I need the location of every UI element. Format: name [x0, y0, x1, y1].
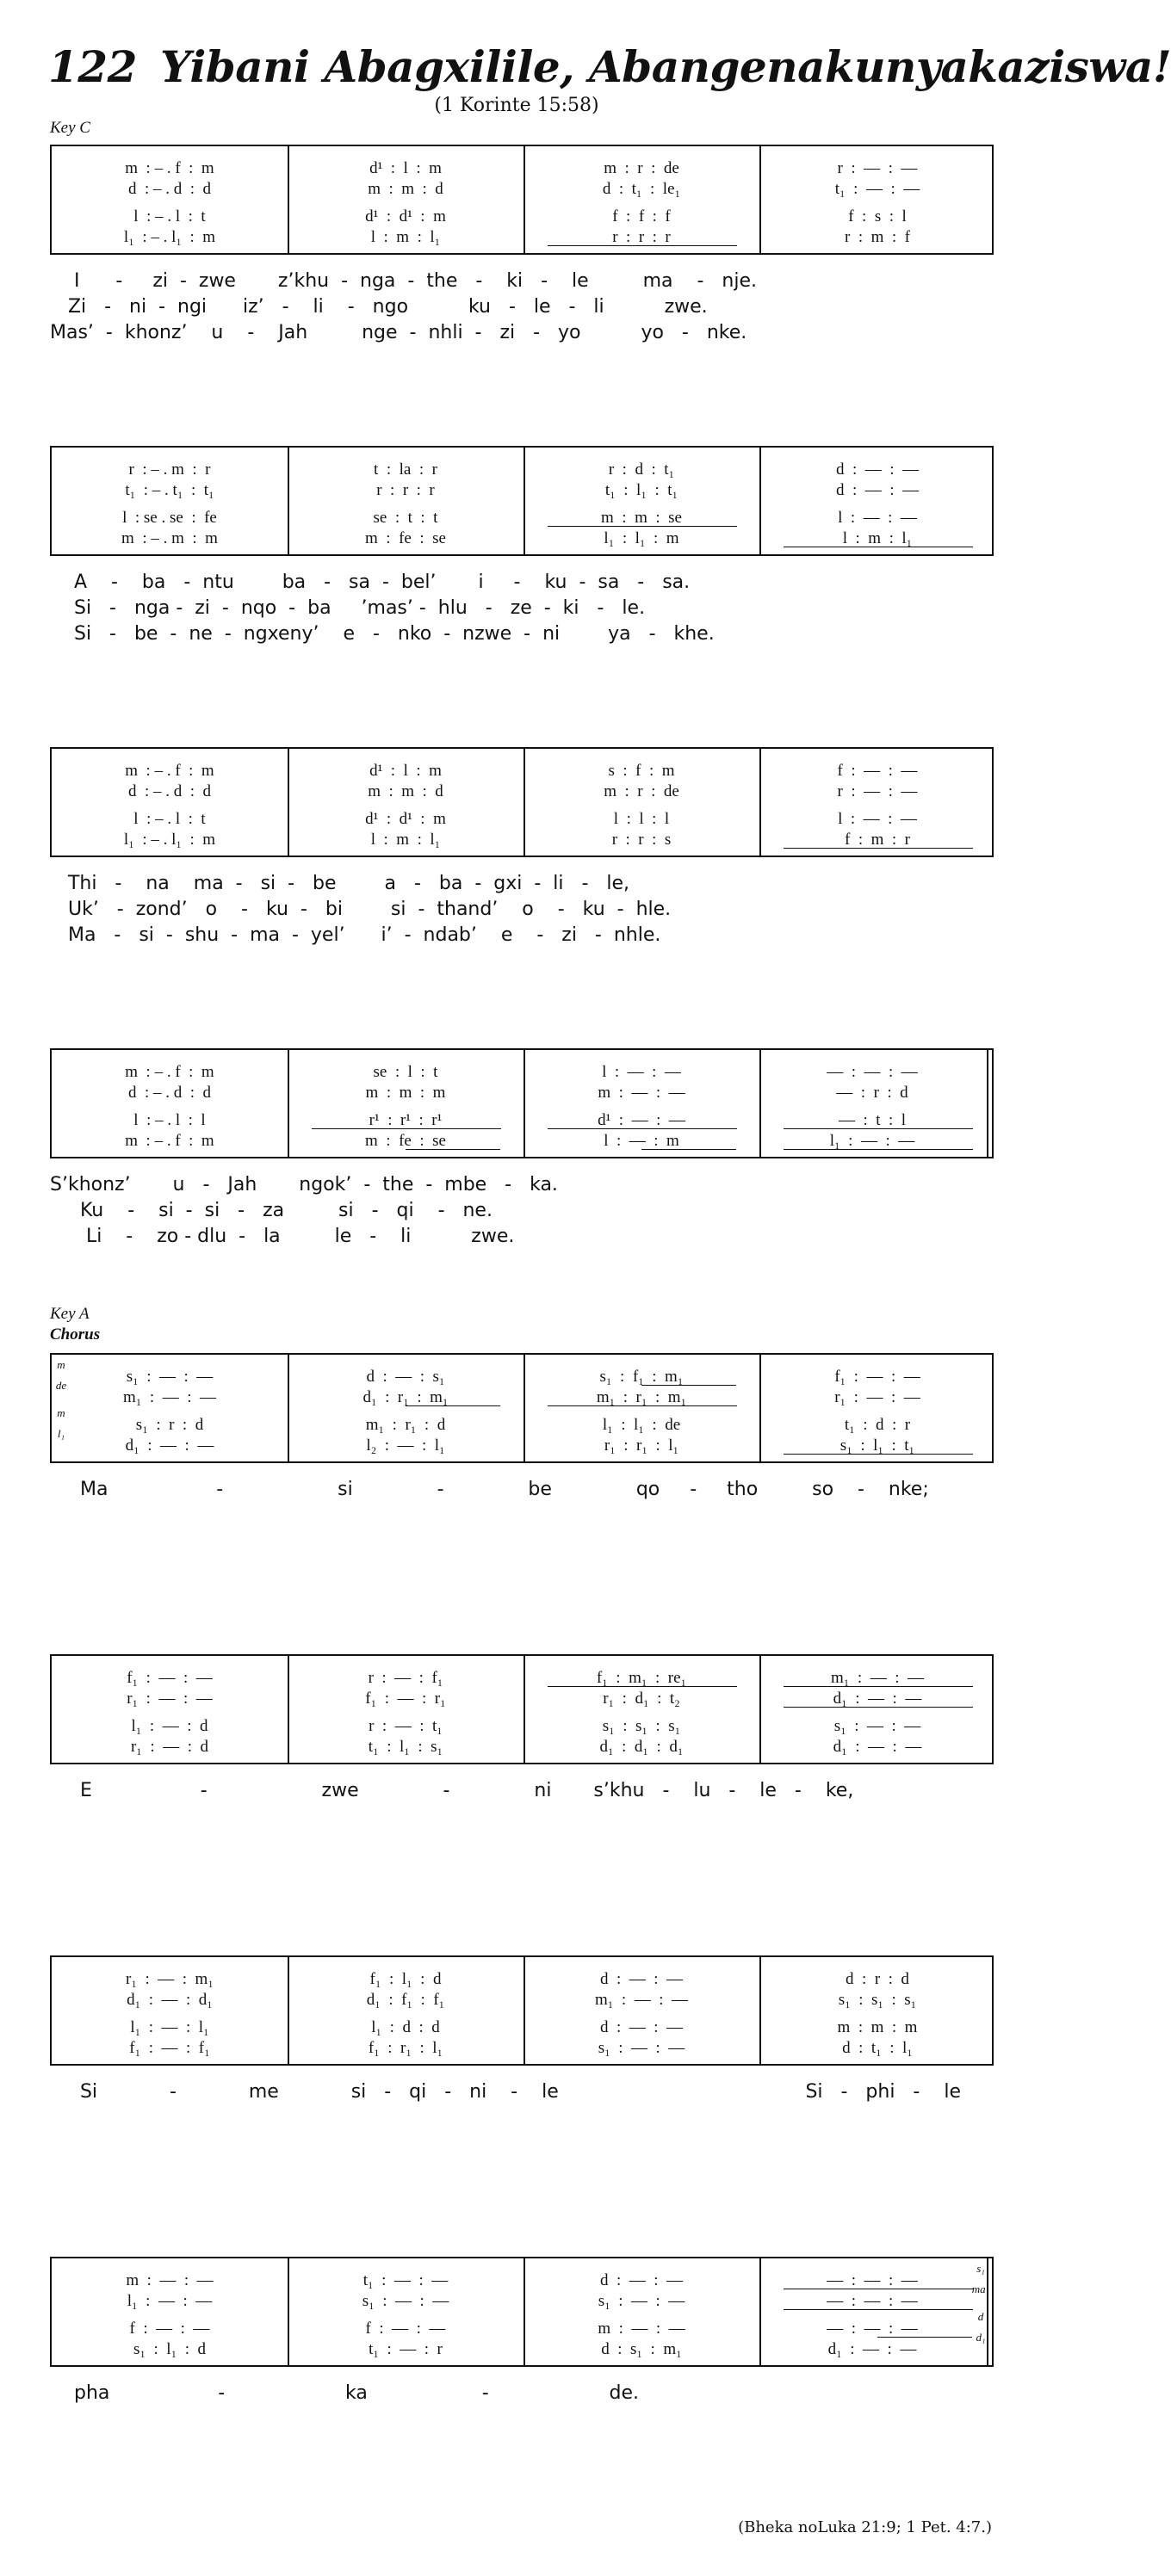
measure-notes: l : – . l : t	[133, 810, 206, 828]
measure-notes: s₁ : f₁ : m₁	[599, 1368, 684, 1386]
measure-notes: d : r : d	[846, 1970, 909, 1988]
measure-notes: f : — : —	[129, 2320, 210, 2338]
measure-notes: d₁ : f₁ : f₁	[366, 1991, 445, 2009]
measure-notes: r₁ : — : d	[130, 1738, 208, 1756]
measure-notes: l : — : m	[604, 1132, 679, 1150]
measure-notes: m : – . m : m	[121, 529, 218, 547]
score-system	[50, 1955, 994, 2066]
slur-line	[784, 848, 973, 849]
measure-notes: m : m : se	[601, 509, 682, 527]
measure-notes: d₁ : — : —	[833, 1738, 922, 1756]
measure-notes: r : d : t₁	[608, 460, 675, 479]
measure-notes: m : — : —	[598, 1084, 685, 1102]
measure-notes: f : m : r	[845, 831, 910, 849]
measure-notes: s₁ : s₁ : s₁	[838, 1991, 917, 2009]
measure-notes: d¹ : d¹ : m	[365, 207, 446, 225]
slur-line	[784, 1707, 973, 1708]
voice-row	[52, 761, 995, 781]
voice-row	[52, 2038, 995, 2059]
measure-notes: f₁ : — : —	[127, 1669, 213, 1687]
lyric-line: pha - ka - de.	[50, 2382, 640, 2404]
measure-notes: f : s : l	[848, 207, 907, 225]
slur-line	[784, 2309, 973, 2310]
slur-line	[641, 1385, 736, 1386]
measure-notes: m₁ : — : —	[123, 1388, 216, 1406]
measure-notes: d : — : —	[835, 460, 920, 479]
part-marker: s₁	[976, 2262, 985, 2275]
measure-notes: l₁ : d : d	[371, 2018, 440, 2036]
lyric-line: Mas’ - khonz’ u - Jah nge - nhli - zi - yo yo - nke.	[50, 322, 747, 343]
measure-notes: r : r : r	[612, 228, 671, 246]
measure-notes: f₁ : l₁ : d	[369, 1970, 442, 1988]
measure-notes: l : l : l	[613, 810, 670, 828]
slur-line	[548, 526, 737, 527]
measure-notes: d : – . d : d	[127, 180, 212, 198]
measure-notes: m : – . f : m	[125, 762, 214, 780]
measure-notes: m : m : m	[837, 2018, 918, 2036]
measure-notes: d₁ : — : —	[827, 2340, 917, 2358]
measure-notes: l : – . l : t	[133, 207, 206, 225]
part-marker: d	[977, 2310, 984, 2323]
measure-notes: d¹ : l : m	[369, 762, 442, 780]
slur-line	[784, 1686, 973, 1687]
measure-notes: d¹ : l : m	[369, 159, 442, 177]
measure-notes: d : — : —	[599, 2271, 684, 2289]
voice-row	[52, 2017, 995, 2038]
measure-notes: r : r : r	[376, 481, 435, 499]
measure-notes: l₁ : — : —	[829, 1132, 915, 1150]
measure-notes: l : – . l : l	[133, 1111, 206, 1129]
measure-notes: — : r : d	[836, 1084, 908, 1102]
voice-row	[52, 207, 995, 227]
voice-row	[52, 227, 995, 248]
measure-notes: m₁ : r₁ : d	[365, 1416, 446, 1434]
measure-notes: r₁ : — : —	[127, 1690, 213, 1708]
lyrics-block	[50, 1477, 994, 1503]
measure-notes: f : f : f	[612, 207, 671, 225]
measure-notes: l : m : l₁	[370, 831, 441, 849]
voice-row	[52, 1387, 995, 1408]
measure-notes: d : – . d : d	[127, 1084, 212, 1102]
lyric-line: A - ba - ntu ba - sa - bel’ i - ku - sa - sa.	[50, 571, 691, 593]
lyric-line: E - zwe - ni s’khu - lu - le - ke,	[50, 1780, 854, 1801]
measure-notes: m₁ : — : —	[831, 1669, 924, 1687]
scripture-reference: (1 Korinte 15:58)	[434, 95, 599, 116]
voice-row	[52, 1990, 995, 2011]
measure-notes: d : — : —	[599, 1970, 684, 1988]
lyrics-block	[50, 1172, 994, 1250]
measure-notes: l₁ : — : d	[131, 1717, 208, 1735]
lyric-line: Si - nga - zi - nqo - ba ’mas’ - hlu - ze - ki - le.	[50, 597, 646, 619]
voice-row	[52, 460, 995, 480]
measure-notes: — : t : l	[838, 1111, 907, 1129]
measure-notes: s₁ : s₁ : s₁	[602, 1717, 681, 1735]
measure-notes: r : — : —	[837, 159, 918, 177]
lyrics-block	[50, 871, 994, 948]
measure-notes: s₁ : — : —	[833, 1717, 921, 1735]
part-marker: m	[57, 1358, 65, 1371]
measure-notes: m : – . f : m	[125, 159, 214, 177]
measure-notes: m : — : —	[126, 2271, 214, 2289]
slur-line	[548, 1128, 737, 1129]
measure-notes: l : m : l₁	[842, 529, 913, 547]
measure-notes: l : se . se : fe	[122, 509, 217, 527]
measure-notes: f : — : —	[365, 2320, 446, 2338]
footer-reference: (Bheka noLuka 21:9; 1 Pet. 4:7.)	[738, 2518, 992, 2536]
voice-row	[52, 809, 995, 830]
slur-line	[784, 1128, 973, 1129]
measure-notes: t₁ : — : r	[369, 2340, 443, 2358]
measure-notes: — : — : —	[827, 1063, 918, 1081]
slur-line	[784, 1454, 973, 1455]
measure-notes: d¹ : d¹ : m	[365, 810, 446, 828]
measure-notes: m : m : d	[368, 782, 443, 800]
measure-notes: r : — : f₁	[368, 1669, 443, 1687]
voice-row	[52, 2339, 995, 2360]
measure-notes: m : m : m	[365, 1084, 446, 1102]
measure-notes: d¹ : — : —	[598, 1111, 685, 1129]
voice-row	[52, 158, 995, 179]
voice-row	[52, 2319, 995, 2339]
measure-notes: d : t₁ : l₁	[842, 2039, 913, 2057]
lyric-line: Zi - ni - ngi iz’ - li - ngo ku - le - li zwe.	[50, 296, 708, 318]
slur-line	[877, 2337, 972, 2338]
measure-notes: d : — : —	[599, 2018, 684, 2036]
measure-notes: d₁ : r₁ : m₁	[362, 1388, 449, 1406]
measure-notes: s₁ : — : —	[362, 2292, 449, 2310]
slur-line	[548, 1686, 737, 1687]
score-system	[50, 446, 994, 556]
voice-row	[52, 781, 995, 802]
measure-notes: m : – . f : m	[125, 1063, 214, 1081]
measure-notes: f₁ : — : f₁	[129, 2039, 210, 2057]
lyrics-block	[50, 2079, 994, 2105]
measure-notes: r : r : s	[611, 831, 672, 849]
voice-row	[52, 1415, 995, 1436]
measure-notes: r : — : —	[837, 782, 918, 800]
measure-notes: d : s₁ : m₁	[601, 2340, 682, 2358]
measure-notes: t : la : r	[374, 460, 437, 479]
measure-notes: l₁ : — : l₁	[130, 2018, 209, 2036]
hymn-title	[48, 41, 1171, 92]
score-system	[50, 2257, 994, 2367]
measure-notes: f₁ : — : r₁	[365, 1690, 446, 1708]
voice-row	[52, 1062, 995, 1083]
measure-notes: r₁ : d₁ : t₂	[603, 1690, 680, 1708]
slur-line	[784, 1149, 973, 1150]
measure-notes: s₁ : — : —	[598, 2292, 685, 2310]
slur-line	[548, 245, 737, 246]
lyrics-block	[50, 1778, 994, 1804]
measure-notes: f₁ : m₁ : re₁	[596, 1669, 687, 1687]
measure-notes: t₁ : — : —	[834, 180, 920, 198]
measure-notes: s₁ : — : —	[126, 1368, 214, 1386]
measure-notes: m : — : —	[598, 2320, 685, 2338]
voice-row	[52, 1716, 995, 1737]
slur-line	[548, 1405, 737, 1406]
measure-notes: l₁ : l₁ : m	[604, 529, 679, 547]
slur-line	[312, 1128, 501, 1129]
voice-row	[52, 1083, 995, 1103]
measure-notes: f : — : —	[837, 762, 918, 780]
measure-notes: m : r : de	[604, 159, 679, 177]
measure-notes: d : — : s₁	[366, 1368, 445, 1386]
measure-notes: r₁ : r₁ : l₁	[604, 1436, 679, 1455]
measure-notes: s : f : m	[608, 762, 675, 780]
lyric-line: Ma - si - be qo - tho so - nke;	[50, 1479, 929, 1500]
measure-notes: d : – . d : d	[127, 782, 212, 800]
measure-notes: d₁ : — : —	[833, 1690, 922, 1708]
measure-notes: t₁ : – . t₁ : t₁	[125, 481, 214, 499]
measure-notes: r¹ : r¹ : r¹	[369, 1111, 443, 1129]
lyric-line: Si - be - ne - ngxeny’ e - nko - nzwe - ni ya - khe.	[50, 623, 715, 645]
lyric-line: Ku - si - si - za si - qi - ne.	[50, 1200, 493, 1221]
voice-row	[52, 508, 995, 528]
measure-notes: l₂ : — : l₁	[366, 1436, 445, 1455]
lyric-line: Ma - si - shu - ma - yel’ i’ - ndab’ e - zi - nhle.	[50, 924, 661, 946]
measure-notes: se : l : t	[373, 1063, 438, 1081]
key-label-a: Key A	[50, 1305, 90, 1323]
measure-notes: m : r : de	[604, 782, 679, 800]
part-marker: l₁	[57, 1427, 65, 1440]
chorus-label: Chorus	[50, 1325, 101, 1344]
measure-notes: r₁ : — : m₁	[126, 1970, 214, 1988]
slur-line	[406, 1405, 500, 1406]
measure-notes: f₁ : r₁ : l₁	[368, 2039, 443, 2057]
part-marker: m	[57, 1406, 65, 1419]
lyric-line: Uk’ - zond’ o - ku - bi si - thand’ o - ku - hle.	[50, 899, 672, 920]
measure-notes: m₁ : r₁ : m₁	[596, 1388, 687, 1406]
measure-notes: l₁ : – . l₁ : m	[123, 831, 216, 849]
lyric-line: S’khonz’ u - Jah ngok’ - the - mbe - ka.	[50, 1174, 558, 1195]
measure-notes: m : fe : se	[365, 529, 446, 547]
measure-notes: t₁ : — : —	[362, 2271, 449, 2289]
measure-notes: l : — : —	[838, 509, 917, 527]
measure-notes: s₁ : — : —	[598, 2039, 685, 2057]
part-marker: d₁	[976, 2331, 986, 2344]
slur-line	[406, 1149, 500, 1150]
voice-row	[52, 1969, 995, 1990]
measure-notes: l₁ : – . l₁ : m	[123, 228, 216, 246]
lyric-line: I - zi - zwe z’khu - nga - the - ki - le ma - nje.	[50, 270, 758, 292]
score-system	[50, 1048, 994, 1158]
score-system	[50, 1353, 994, 1463]
part-marker: de	[55, 1379, 67, 1392]
measure-notes: l : — : —	[602, 1063, 681, 1081]
measure-notes: f₁ : — : —	[834, 1368, 920, 1386]
score-system	[50, 145, 994, 255]
measure-notes: t₁ : d : r	[844, 1416, 911, 1434]
measure-notes: t₁ : l₁ : t₁	[604, 481, 678, 499]
measure-notes: t₁ : l₁ : s₁	[368, 1738, 443, 1756]
lyrics-block	[50, 269, 994, 346]
measure-notes: d₁ : — : d₁	[127, 1991, 213, 2009]
score-system	[50, 1654, 994, 1764]
lyrics-block	[50, 570, 994, 647]
measure-notes: l₁ : — : —	[127, 2292, 213, 2310]
measure-notes: d : — : —	[835, 481, 920, 499]
measure-notes: d₁ : — : —	[125, 1436, 214, 1455]
measure-notes: m : fe : se	[365, 1132, 446, 1150]
measure-notes: r : — : t₁	[369, 1717, 443, 1735]
measure-notes: m₁ : — : —	[595, 1991, 688, 2009]
measure-notes: r : m : f	[845, 228, 910, 246]
measure-notes: — : — : —	[827, 2292, 918, 2310]
score-system	[50, 747, 994, 857]
measure-notes: — : — : —	[827, 2320, 918, 2338]
measure-notes: s₁ : l₁ : t₁	[840, 1436, 915, 1455]
measure-notes: s₁ : r : d	[135, 1416, 204, 1434]
slur-line	[641, 1149, 736, 1150]
voice-row	[52, 179, 995, 200]
key-label-c: Key C	[50, 119, 90, 137]
measure-notes: r : – . m : r	[128, 460, 211, 479]
lyric-line: Thi - na ma - si - be a - ba - gxi - li - le,	[50, 873, 630, 894]
hymn-title-text: Yibani Abagxilile, Abangenakunyakaziswa!	[160, 41, 1171, 92]
voice-row	[52, 480, 995, 501]
measure-notes: r₁ : — : —	[834, 1388, 920, 1406]
measure-notes: s₁ : l₁ : d	[133, 2340, 206, 2358]
lyrics-block	[50, 2381, 994, 2406]
lyric-line: Li - zo - dlu - la le - li zwe.	[50, 1226, 515, 1247]
measure-notes: l : — : —	[838, 810, 917, 828]
measure-notes: m : – . f : m	[125, 1132, 214, 1150]
measure-notes: l₁ : l₁ : de	[602, 1416, 681, 1434]
measure-notes: — : — : —	[827, 2271, 918, 2289]
measure-notes: se : t : t	[373, 509, 438, 527]
part-marker: ma₁	[971, 2283, 990, 2295]
hymn-number: 122	[48, 41, 137, 92]
measure-notes: l : m : l₁	[370, 228, 441, 246]
lyric-line: Si - me si - qi - ni - le Si - phi - le	[50, 2081, 961, 2103]
measure-notes: d : t₁ : le₁	[602, 180, 681, 198]
measure-notes: m : m : d	[368, 180, 443, 198]
measure-notes: d₁ : d₁ : d₁	[599, 1738, 684, 1756]
voice-row	[52, 1737, 995, 1757]
voice-row	[52, 1367, 995, 1387]
